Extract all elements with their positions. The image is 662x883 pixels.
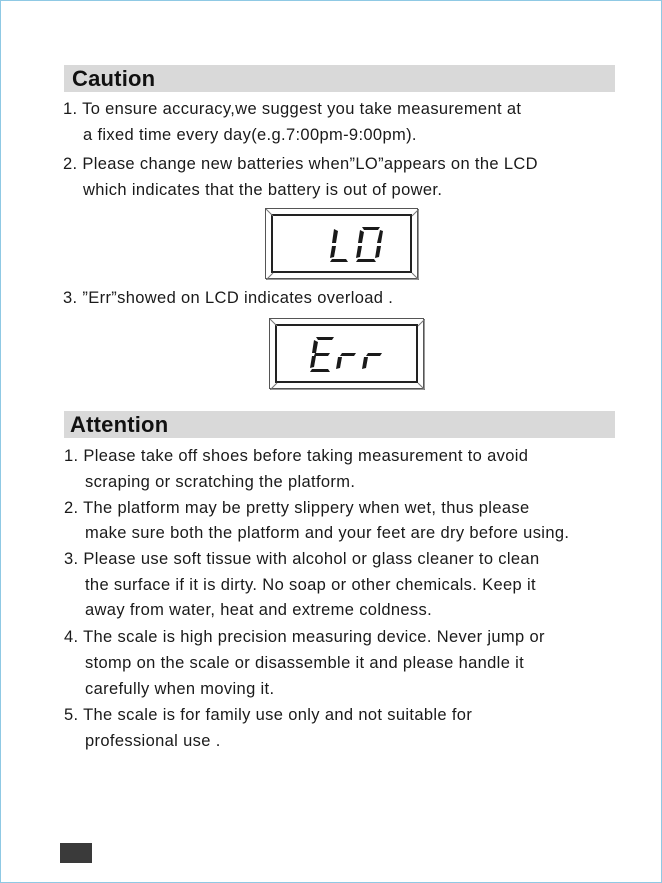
lcd-digit-r-1 (336, 353, 356, 369)
attention-item-1-line-2: scraping or scratching the platform. (85, 473, 356, 491)
lcd-lo-segments (266, 209, 419, 280)
caution-item-1-line-1: 1. To ensure accuracy,we suggest you take measurement at (63, 100, 522, 118)
caution-header (64, 65, 615, 92)
caution-item-3-line-1: 3. ”Err”showed on LCD indicates overload . (63, 289, 394, 307)
lcd-digit-r-2 (362, 353, 382, 369)
attention-title: Attention (70, 412, 169, 437)
attention-item-3-line-2: the surface if it is dirty. No soap or other chemicals. Keep it (85, 576, 536, 594)
caution-title: Caution (72, 66, 156, 91)
lcd-digit-l (330, 229, 348, 262)
lcd-err-segments (270, 319, 425, 390)
attention-item-3-line-3: away from water, heat and extreme coldness. (85, 601, 433, 619)
lcd-digit-o (356, 227, 383, 262)
caution-item-1-line-2: a fixed time every day(e.g.7:00pm-9:00pm). (83, 126, 417, 144)
lcd-digit-e (310, 337, 334, 372)
attention-item-3-line-1: 3. Please use soft tissue with alcohol or glass cleaner to clean (64, 550, 540, 568)
attention-header (64, 411, 615, 438)
attention-item-2-line-2: make sure both the platform and your feet are dry before using. (85, 524, 570, 542)
attention-item-1-line-1: 1. Please take off shoes before taking measurement to avoid (64, 447, 529, 465)
attention-item-4-line-1: 4. The scale is high precision measuring device. Never jump or (64, 628, 545, 646)
attention-item-5-line-2: professional use . (85, 732, 221, 750)
lcd-display-err (269, 318, 424, 389)
lcd-display-lo (265, 208, 418, 279)
attention-item-4-line-3: carefully when moving it. (85, 680, 275, 698)
caution-item-2-line-2: which indicates that the battery is out of power. (83, 181, 443, 199)
attention-item-5-line-1: 5. The scale is for family use only and not suitable for (64, 706, 473, 724)
caution-item-2-line-1: 2. Please change new batteries when”LO”appears on the LCD (63, 155, 538, 173)
attention-item-4-line-2: stomp on the scale or disassemble it and please handle it (85, 654, 525, 672)
page-number-block (60, 843, 92, 863)
attention-item-2-line-1: 2. The platform may be pretty slippery when wet, thus please (64, 499, 530, 517)
